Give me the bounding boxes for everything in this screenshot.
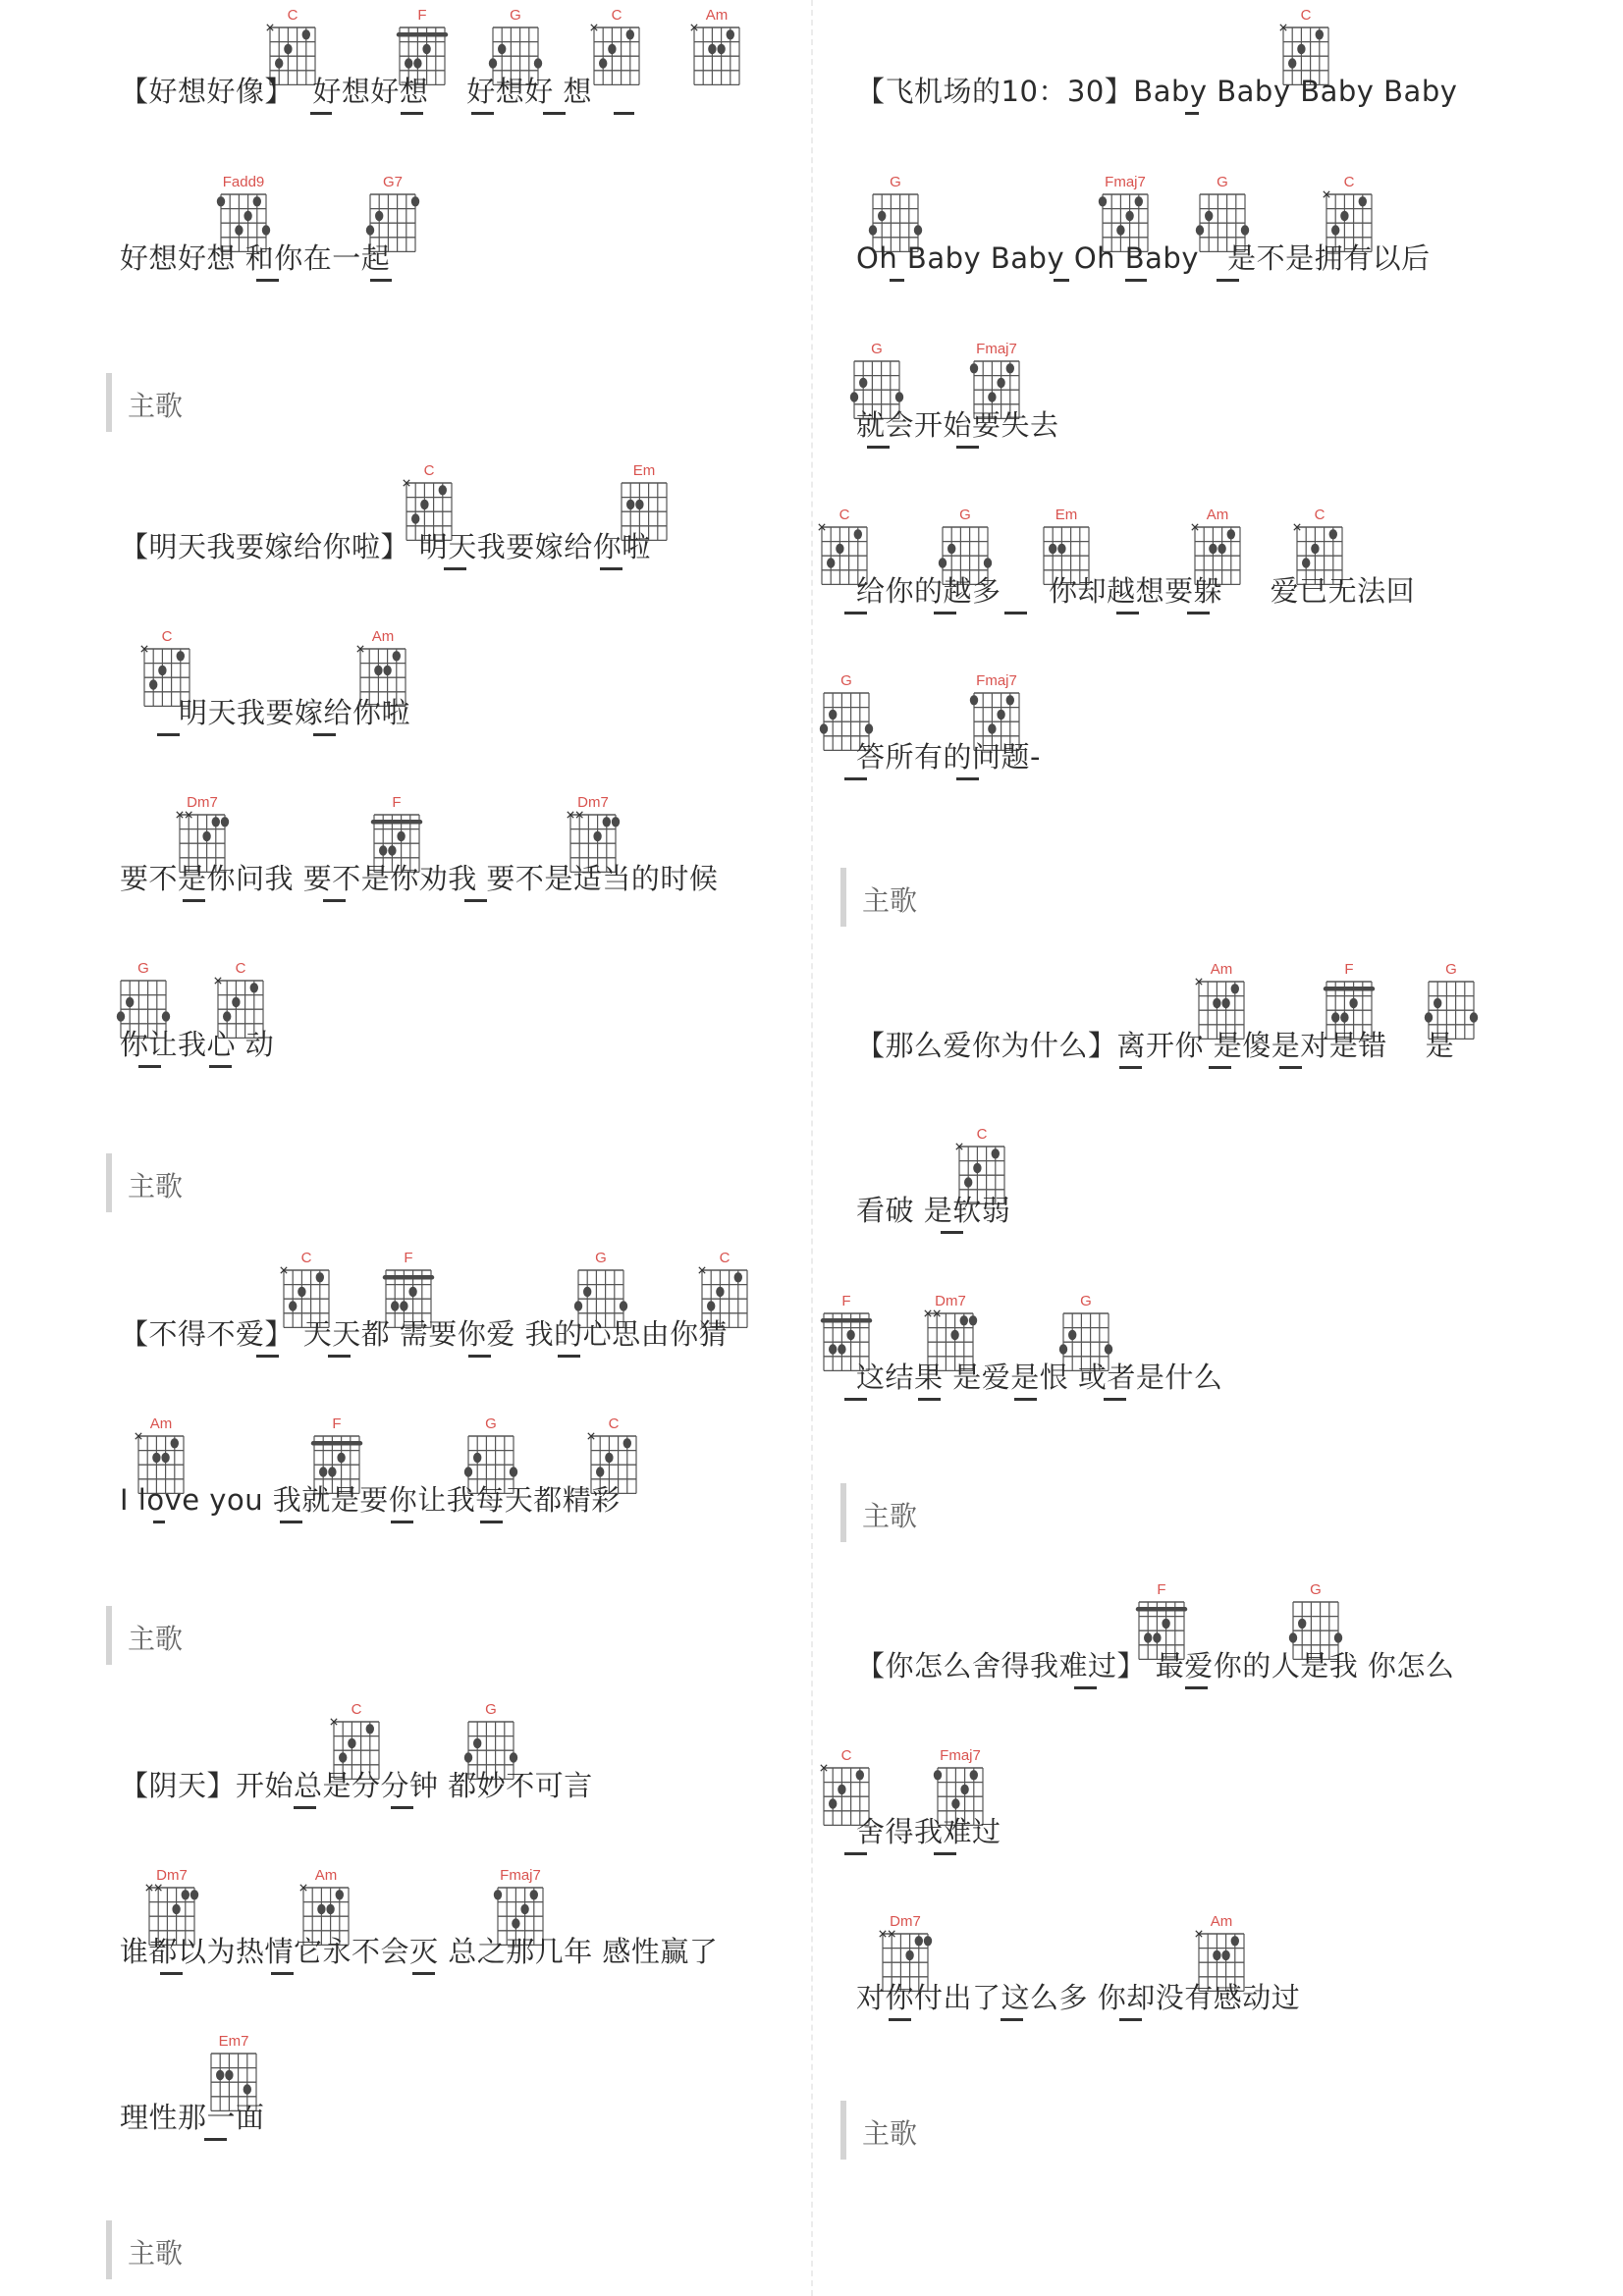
- chord-position-underline: [941, 1231, 963, 1234]
- section-header: [106, 2220, 184, 2279]
- chord-position-underline: [1209, 1066, 1231, 1069]
- chord-position-underline: [1014, 1398, 1037, 1401]
- chord-name: Dm7: [187, 794, 218, 811]
- chord-name: Fmaj7: [500, 1867, 541, 1884]
- chord-position-underline: [480, 1521, 503, 1523]
- lyric-line: 这结果 是爱是恨 或者是什么: [856, 1361, 1223, 1394]
- chord-position-underline: [844, 777, 867, 780]
- chord-position-underline: [614, 112, 634, 115]
- chord-position-underline: [328, 1355, 351, 1358]
- chord-name: F: [841, 1293, 851, 1309]
- chord-position-underline: [138, 1065, 161, 1068]
- chord-position-underline: [153, 1521, 165, 1523]
- chord-position-underline: [323, 899, 346, 902]
- lyric-line: Oh Baby Baby Oh Baby 是不是拥有以后: [856, 241, 1431, 275]
- lyric-line: 你让我心 动: [120, 1028, 275, 1061]
- chord-position-underline: [157, 733, 180, 736]
- chord-name: G: [1080, 1293, 1092, 1309]
- chord-name: G: [485, 1415, 497, 1432]
- chord-name: F: [332, 1415, 342, 1432]
- chord-name: C: [351, 1701, 362, 1718]
- lyric-line: 【不得不爱】 天天都 需要你爱 我的心思由你猜: [120, 1317, 729, 1351]
- chord-name: G: [485, 1701, 497, 1718]
- section-label: 主歌: [128, 2237, 184, 2269]
- chord-name: C: [1343, 174, 1355, 190]
- chord-position-underline: [1001, 2018, 1023, 2021]
- section-label: 主歌: [128, 1170, 184, 1202]
- chord-position-underline: [209, 1065, 232, 1068]
- chord-position-underline: [294, 1806, 316, 1809]
- chord-position-underline: [956, 777, 979, 780]
- chord-name: Fmaj7: [940, 1747, 981, 1764]
- chord-position-underline: [256, 279, 279, 282]
- chord-name: F: [417, 7, 427, 24]
- lyric-line: 好想好想 和你在一起: [120, 241, 409, 275]
- chord-name: F: [1344, 961, 1354, 978]
- chord-name: F: [404, 1250, 413, 1266]
- chord-name: F: [1157, 1581, 1166, 1598]
- chord-position-underline: [401, 112, 423, 115]
- chord-position-underline: [1119, 1066, 1142, 1069]
- chord-position-underline: [956, 446, 979, 449]
- chord-name: Fadd9: [222, 174, 265, 190]
- chord-position-underline: [1119, 2018, 1142, 2021]
- chord-position-underline: [313, 733, 336, 736]
- chord-position-underline: [1054, 279, 1069, 282]
- chord-name: Fmaj7: [976, 672, 1017, 689]
- lyric-line: 对你付出了这么多 你却没有感动过: [856, 1981, 1301, 2014]
- chord-position-underline: [867, 446, 890, 449]
- chord-position-underline: [1217, 279, 1239, 282]
- chord-position-underline: [464, 899, 487, 902]
- lyric-line: 谁都以为热情它永不会灭 总之那几年 感性赢了: [120, 1935, 719, 1968]
- chord-position-underline: [204, 2138, 227, 2141]
- chord-position-underline: [468, 1355, 491, 1358]
- chord-position-underline: [1116, 612, 1139, 614]
- chord-position-underline: [280, 1521, 302, 1523]
- chord-name: C: [1300, 7, 1312, 24]
- lyric-line: 【你怎么舍得我难过】 最爱你的人是我 你怎么: [856, 1649, 1455, 1682]
- chord-name: Am: [1206, 507, 1229, 523]
- chord-position-underline: [1074, 1686, 1097, 1689]
- chord-position-underline: [310, 112, 332, 115]
- lyric-line: 【飞机场的10：30】Baby Baby Baby Baby: [856, 75, 1458, 108]
- chord-position-underline: [160, 1972, 183, 1975]
- chord-position-underline: [600, 567, 622, 570]
- section-header: [840, 868, 918, 927]
- chord-position-underline: [1125, 279, 1147, 282]
- chord-position-underline: [391, 1806, 413, 1809]
- section-label: 主歌: [862, 884, 918, 917]
- chord-name: C: [300, 1250, 312, 1266]
- lyric-line: 【好想好像】 好想好想 好想好 想: [120, 75, 640, 108]
- lyric-line: 【阴天】开始总是分分钟 都妙不可言: [120, 1769, 593, 1802]
- chord-name: Em7: [218, 2033, 249, 2050]
- chord-name: G7: [382, 174, 403, 190]
- chord-position-underline: [1185, 1686, 1208, 1689]
- lyric-line: 【明天我要嫁给你啦】 明天我要嫁给你啦: [120, 530, 651, 563]
- section-label: 主歌: [862, 1500, 918, 1532]
- section-label: 主歌: [128, 390, 184, 422]
- chord-name: Em: [632, 462, 656, 479]
- chord-position-underline: [844, 1398, 867, 1401]
- chord-name: G: [595, 1250, 607, 1266]
- lyric-line: 要不是你问我 要不是你劝我 要不是适当的时候: [120, 862, 719, 895]
- chord-name: Am: [149, 1415, 173, 1432]
- chord-name: Fmaj7: [976, 341, 1017, 357]
- section-label: 主歌: [862, 2117, 918, 2150]
- chord-name: Dm7: [577, 794, 609, 811]
- chord-name: C: [423, 462, 435, 479]
- chord-name: G: [1445, 961, 1457, 978]
- chord-position-underline: [844, 612, 867, 614]
- section-header: [106, 1606, 184, 1665]
- chord-name: Am: [314, 1867, 338, 1884]
- lyric-line: 看破 是软弱: [856, 1194, 1011, 1227]
- chord-position-underline: [844, 1852, 867, 1855]
- chord-position-underline: [558, 1355, 580, 1358]
- chord-name: C: [976, 1126, 988, 1143]
- chord-position-underline: [256, 1355, 279, 1358]
- chord-name: C: [1314, 507, 1325, 523]
- chord-name: G: [510, 7, 521, 24]
- chord-name: C: [235, 960, 246, 977]
- chord-name: C: [161, 628, 173, 645]
- lyric-line: 理性那一面: [120, 2101, 265, 2134]
- chord-name: Am: [1210, 1913, 1233, 1930]
- lyric-line: I love you 我就是要你让我每天都精彩: [120, 1483, 621, 1517]
- lyric-line: 就会开始要失去: [856, 408, 1059, 442]
- chord-position-underline: [391, 1521, 413, 1523]
- chord-position-underline: [370, 279, 392, 282]
- chord-position-underline: [918, 1398, 941, 1401]
- chord-position-underline: [444, 567, 466, 570]
- chord-position-underline: [543, 112, 566, 115]
- chord-position-underline: [183, 899, 205, 902]
- chord-position-underline: [1185, 112, 1199, 115]
- chord-position-underline: [889, 2018, 911, 2021]
- chord-position-underline: [1004, 612, 1027, 614]
- chord-position-underline: [934, 612, 956, 614]
- chord-diagram-am: [689, 8, 744, 86]
- chord-name: C: [839, 507, 850, 523]
- section-header: [840, 2101, 918, 2160]
- chord-position-underline: [934, 1852, 956, 1855]
- chord-name: Am: [1210, 961, 1233, 978]
- lyric-line: 舍得我难过: [856, 1815, 1001, 1848]
- chord-name: C: [287, 7, 298, 24]
- chord-name: Em: [1055, 507, 1078, 523]
- section-header: [106, 373, 184, 432]
- chord-name: G: [1310, 1581, 1322, 1598]
- chord-name: Am: [705, 7, 729, 24]
- chord-grid-icon: [689, 22, 744, 92]
- chord-name: G: [871, 341, 883, 357]
- section-header: [106, 1153, 184, 1212]
- chord-name: Dm7: [156, 1867, 188, 1884]
- section-label: 主歌: [128, 1623, 184, 1655]
- lyric-line: 给你的越多 你却越想要躲 爱已无法回: [856, 574, 1416, 608]
- chord-name: Am: [371, 628, 395, 645]
- chord-name: G: [890, 174, 901, 190]
- chord-name: Fmaj7: [1105, 174, 1146, 190]
- lyric-line: 【那么爱你为什么】离开你 是傻是对是错 是: [856, 1029, 1455, 1062]
- chord-position-underline: [271, 1972, 294, 1975]
- chord-name: C: [608, 1415, 620, 1432]
- lyric-line: 明天我要嫁给你啦: [179, 696, 411, 729]
- chord-name: G: [959, 507, 971, 523]
- column-divider: [811, 0, 813, 2296]
- chord-name: F: [392, 794, 402, 811]
- section-header: [840, 1483, 918, 1542]
- chord-name: C: [611, 7, 622, 24]
- chord-position-underline: [1187, 612, 1210, 614]
- chord-name: G: [1217, 174, 1228, 190]
- chord-position-underline: [471, 112, 494, 115]
- chord-name: Dm7: [890, 1913, 921, 1930]
- chord-name: G: [840, 672, 852, 689]
- chord-position-underline: [890, 279, 904, 282]
- chord-position-underline: [1279, 1066, 1302, 1069]
- chord-name: C: [719, 1250, 730, 1266]
- chord-name: Dm7: [935, 1293, 966, 1309]
- chord-position-underline: [412, 1972, 435, 1975]
- chord-name: G: [137, 960, 149, 977]
- chord-name: C: [840, 1747, 852, 1764]
- lyric-line: 答所有的问题-: [856, 740, 1041, 774]
- chord-position-underline: [1104, 1398, 1126, 1401]
